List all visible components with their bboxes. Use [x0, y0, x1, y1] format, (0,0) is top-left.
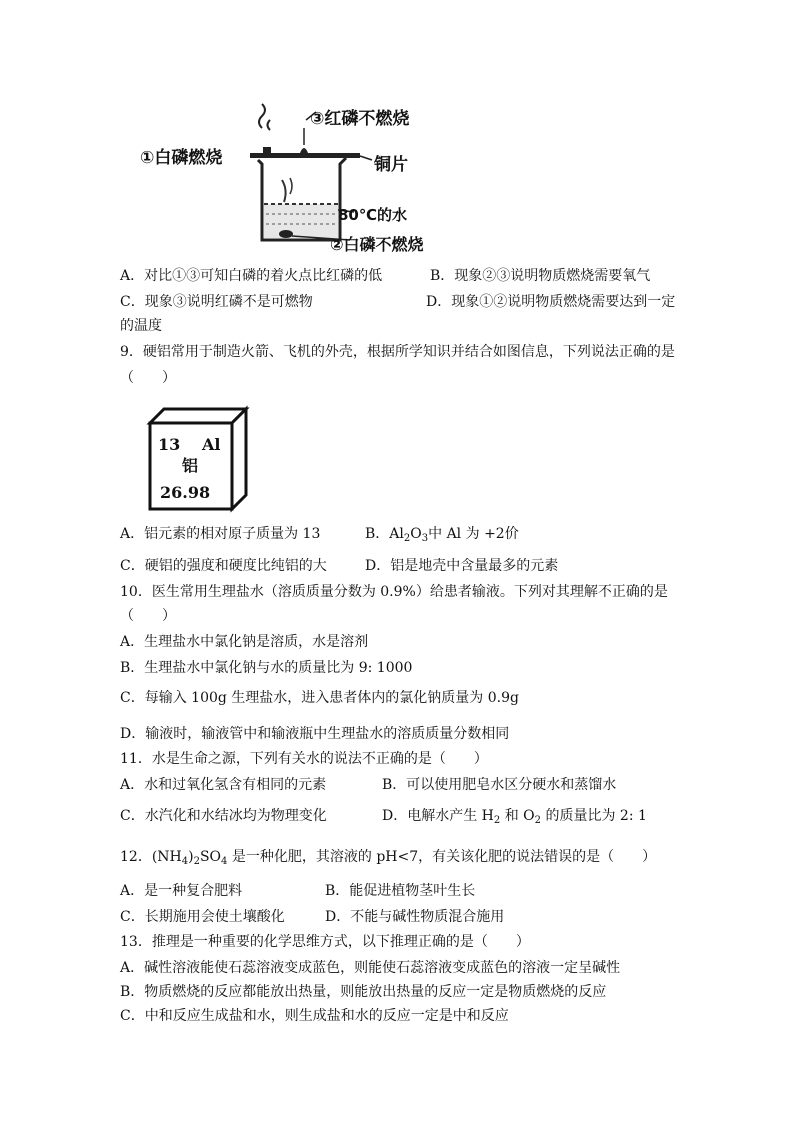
atomic-number: 13 [158, 435, 181, 454]
q10-option-c: C．每输入 100g 生理盐水，进入患者体内的氯化钠质量为 0.9g [120, 690, 519, 706]
q8-option-d-continued: 的温度 [120, 318, 162, 334]
q10-option-b: B．生理盐水中氯化钠与水的质量比为 9: 1000 [120, 660, 413, 676]
copper-plate [250, 153, 360, 158]
q9-option-b: B．$Al_2O_3$中 Al 为 +2价 [365, 526, 519, 544]
q9-answer-paren: （ ） [120, 370, 176, 386]
q8-option-a: A．对比①③可知白磷的着火点比红磷的低 [120, 268, 383, 284]
element-symbol: Al [202, 435, 221, 454]
q12-stem: 12．$(NH_4)_2SO_4$ 是一种化肥，其溶液的 pH<7，有关该化肥的说法错误的是（ ） [120, 849, 657, 867]
label-copper: 铜片 [374, 155, 408, 175]
q12-option-b: B．能促进植物茎叶生长 [325, 883, 476, 899]
label-white-burn: ①白磷燃烧 [140, 148, 223, 168]
q9-option-d: D．铝是地壳中含量最多的元素 [365, 558, 559, 574]
q11-option-d: D．电解水产生 $H_2$ 和 $O_2$ 的质量比为 2: 1 [382, 808, 647, 826]
q11-option-a: A．水和过氧化氢含有相同的元素 [120, 777, 327, 793]
label-water: 80℃的水 [338, 206, 408, 224]
q11-option-c: C．水汽化和水结冰均为物理变化 [120, 808, 327, 824]
q12-option-a: A．是一种复合肥料 [120, 883, 243, 899]
red-phosphorus [300, 148, 308, 153]
q9-stem: 9．硬铝常用于制造火箭、飞机的外壳，根据所学知识并结合如图信息，下列说法正确的是 [120, 344, 675, 360]
q10-answer-paren: （ ） [120, 608, 176, 624]
q10-option-a: A．生理盐水中氯化钠是溶质，水是溶剂 [120, 634, 369, 650]
q8-option-d: D．现象①②说明物质燃烧需要达到一定 [426, 294, 676, 310]
white-phosphorus-2 [279, 230, 293, 238]
smoke-icon [259, 104, 265, 128]
q8-option-b: B．现象②③说明物质燃烧需要氧气 [430, 268, 651, 284]
element-name: 铝 [182, 456, 199, 475]
label-white-noburn: ②白磷不燃烧 [330, 235, 424, 252]
q13-stem: 13．推理是一种重要的化学思维方式，以下推理正确的是（ ） [120, 934, 530, 950]
q11-stem: 11．水是生命之源，下列有关水的说法不正确的是（ ） [120, 751, 488, 767]
q10-stem: 10．医生常用生理盐水（溶质质量分数为 0.9%）给患者输液。下列对其理解不正确的是 [120, 584, 668, 600]
q9-option-a: A．铝元素的相对原子质量为 13 [120, 526, 321, 542]
combustion-experiment-diagram [140, 100, 440, 252]
q13-option-b: B．物质燃烧的反应都能放出热量，则能放出热量的反应一定是物质燃烧的反应 [120, 984, 607, 1000]
q13-option-a: A．碱性溶液能使石蕊溶液变成蓝色，则能使石蕊溶液变成蓝色的溶液一定呈碱性 [120, 960, 621, 976]
q12-option-c: C．长期施用会使土壤酸化 [120, 909, 285, 925]
label-red-phosphorus: ③红磷不燃烧 [310, 109, 410, 129]
q13-option-c: C．中和反应生成盐和水，则生成盐和水的反应一定是中和反应 [120, 1008, 509, 1024]
q8-option-c: C．现象③说明红磷不是可燃物 [120, 294, 313, 310]
q10-option-d: D．输液时，输液管中和输液瓶中生理盐水的溶质质量分数相同 [120, 726, 510, 742]
atomic-mass: 26.98 [160, 483, 211, 502]
q9-option-c: C．硬铝的强度和硬度比纯铝的大 [120, 558, 327, 574]
aluminium-element-card [140, 405, 250, 513]
hot-water [264, 204, 338, 238]
q12-option-d: D．不能与碱性物质混合施用 [325, 909, 505, 925]
q11-option-b: B．可以使用肥皂水区分硬水和蒸馏水 [382, 777, 617, 793]
white-phosphorus-1 [263, 147, 271, 153]
